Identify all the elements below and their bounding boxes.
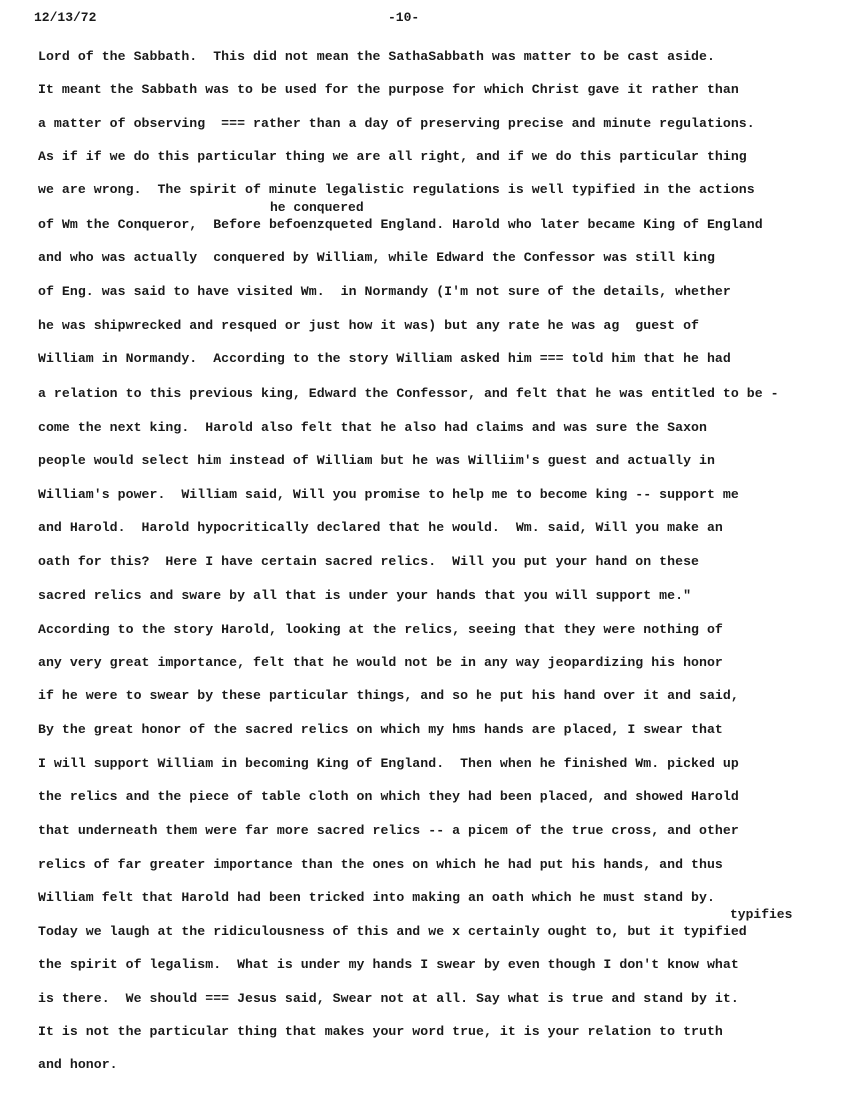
text-line: It is not the particular thing that makes your word true, it is your relation to truth — [38, 1024, 723, 1039]
text-line: any very great importance, felt that he would not be in any way jeopardizing his honor — [38, 655, 723, 670]
text-line: of Eng. was said to have visited Wm. in Normandy (I'm not sure of the details, whether — [38, 284, 731, 299]
text-line: and who was actually conquered by William, while Edward the Confessor was still king — [38, 250, 715, 265]
text-line: sacred relics and sware by all that is under your hands that you will support me." — [38, 588, 692, 603]
text-line: that underneath them were far more sacred relics -- a picem of the true cross, and other — [38, 823, 739, 838]
text-line: and Harold. Harold hypocritically declared that he would. Wm. said, Will you make an — [38, 520, 723, 535]
text-line: if he were to swear by these particular things, and so he put his hand over it and said, — [38, 688, 739, 703]
text-line: oath for this? Here I have certain sacred relics. Will you put your hand on these — [38, 554, 699, 569]
text-line: a matter of observing === rather than a day of preserving precise and minute regulations. — [38, 116, 755, 131]
interlinear-insertion: he conquered — [270, 200, 364, 215]
text-line: As if if we do this particular thing we are all right, and if we do this particular thing — [38, 149, 747, 164]
text-line: is there. We should === Jesus said, Swear not at all. Say what is true and stand by it. — [38, 991, 739, 1006]
text-line: the spirit of legalism. What is under my hands I swear by even though I don't know what — [38, 957, 739, 972]
text-line: I will support William in becoming King of England. Then when he finished Wm. picked up — [38, 756, 739, 771]
text-line: a relation to this previous king, Edward the Confessor, and felt that he was entitled to be - — [38, 386, 779, 401]
page-number: -10- — [388, 10, 420, 25]
text-line: he was shipwrecked and resqued or just how it was) but any rate he was ag guest of — [38, 318, 699, 333]
text-line: and honor. — [38, 1057, 118, 1072]
text-line: William's power. William said, Will you promise to help me to become king -- support me — [38, 487, 739, 502]
text-line: According to the story Harold, looking at the relics, seeing that they were nothing of — [38, 622, 723, 637]
interlinear-insertion: typifies — [730, 907, 793, 922]
text-line: the relics and the piece of table cloth on which they had been placed, and showed Harold — [38, 789, 739, 804]
text-line: people would select him instead of William but he was Williim's guest and actually in — [38, 453, 715, 468]
text-line: come the next king. Harold also felt that he also had claims and was sure the Saxon — [38, 420, 707, 435]
text-line: of Wm the Conqueror, Before befoenzqueted England. Harold who later became King of England — [38, 217, 763, 232]
text-line: William in Normandy. According to the story William asked him === told him that he had — [38, 351, 731, 366]
page-date: 12/13/72 — [34, 10, 97, 25]
text-line: we are wrong. The spirit of minute legalistic regulations is well typified in the actions — [38, 182, 755, 197]
text-line: It meant the Sabbath was to be used for the purpose for which Christ gave it rather than — [38, 82, 739, 97]
text-line: Today we laugh at the ridiculousness of this and we x certainly ought to, but it typified — [38, 924, 747, 939]
text-line: William felt that Harold had been tricked into making an oath which he must stand by. — [38, 890, 715, 905]
text-line: relics of far greater importance than the ones on which he had put his hands, and thus — [38, 857, 723, 872]
text-line: By the great honor of the sacred relics on which my hms hands are placed, I swear that — [38, 722, 723, 737]
text-line: Lord of the Sabbath. This did not mean the SathaSabbath was matter to be cast aside. — [38, 49, 715, 64]
